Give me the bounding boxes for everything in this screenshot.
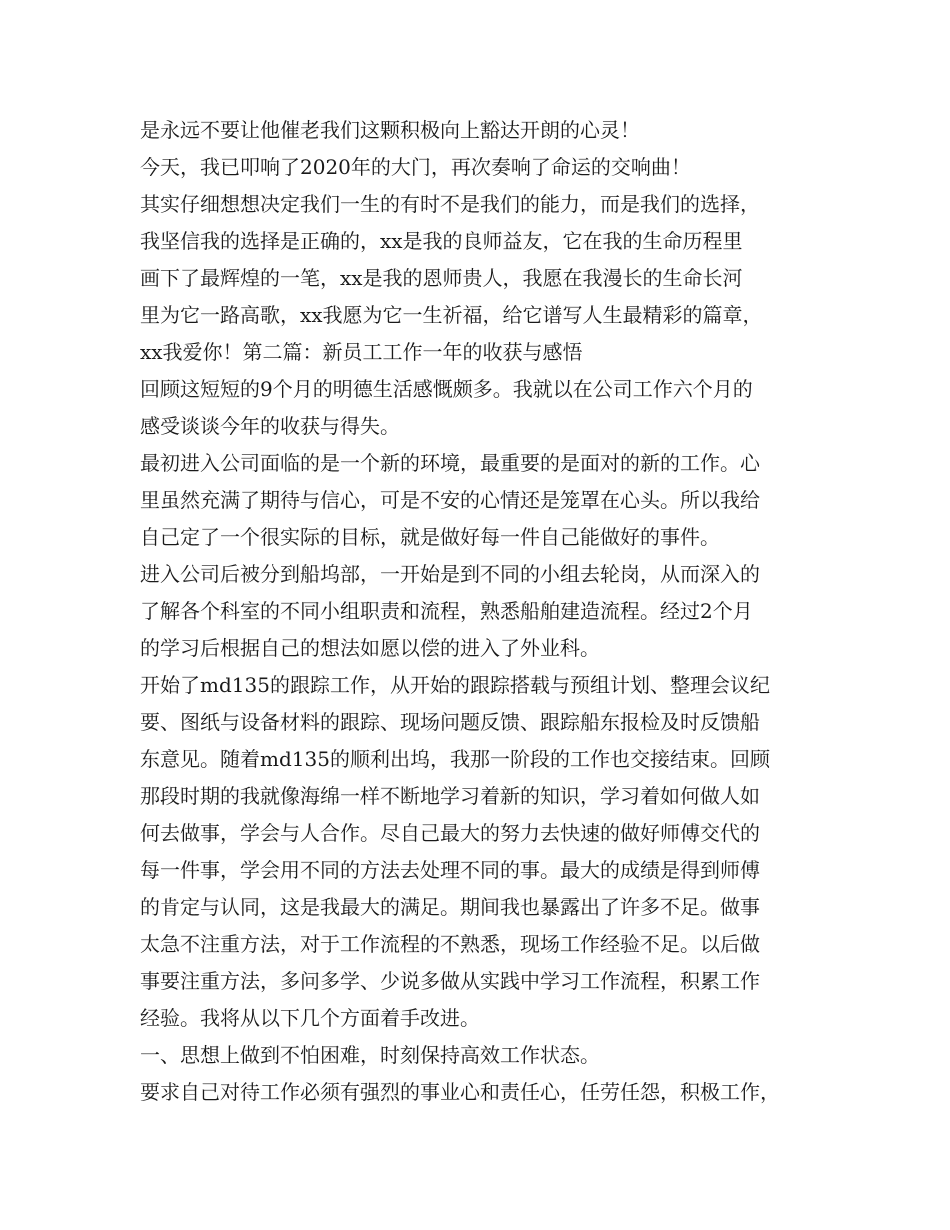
text-line: 要求自己对待工作必须有强烈的事业心和责任心，任劳任怨，积极工作， (140, 1080, 780, 1104)
text-line: 里为它一路高歌，xx我愿为它一生祈福，给它谱写人生最精彩的篇章， (140, 303, 763, 327)
text-line: 我坚信我的选择是正确的，xx是我的良师益友，它在我的生命历程里 (140, 229, 743, 253)
text-line: 要、图纸与设备材料的跟踪、现场问题反馈、跟踪船东报检及时反馈船 (140, 710, 760, 734)
text-line: 事要注重方法，多问多学、少说多做从实践中学习工作流程，积累工作 (140, 969, 760, 993)
text-line: 太急不注重方法，对于工作流程的不熟悉，现场工作经验不足。以后做 (140, 932, 760, 956)
text-line: 了解各个科室的不同小组职责和流程，熟悉船舶建造流程。经过2个月 (140, 599, 753, 623)
text-line: 进入公司后被分到船坞部，一开始是到不同的小组去轮岗，从而深入的 (140, 562, 760, 586)
text-line: 东意见。随着md135的顺利出坞，我那一阶段的工作也交接结束。回顾 (140, 747, 770, 771)
text-line: 何去做事，学会与人合作。尽自己最大的努力去快速的做好师傅交代的 (140, 821, 760, 845)
text-line: 最初进入公司面临的是一个新的环境，最重要的是面对的新的工作。心 (140, 451, 760, 475)
text-line: 自己定了一个很实际的目标，就是做好每一件自己能做好的事件。 (140, 525, 720, 549)
text-line: 回顾这短短的9个月的明德生活感慨颇多。我就以在公司工作六个月的 (140, 377, 753, 401)
text-line: 开始了md135的跟踪工作，从开始的跟踪搭载与预组计划、整理会议纪 (140, 673, 770, 697)
text-line: 那段时期的我就像海绵一样不断地学习着新的知识，学习着如何做人如 (140, 784, 760, 808)
text-line: 今天，我已叩响了2020年的大门，再次奏响了命运的交响曲！ (140, 155, 691, 179)
text-line: 其实仔细想想决定我们一生的有时不是我们的能力，而是我们的选择， (140, 192, 760, 216)
text-line: 每一件事，学会用不同的方法去处理不同的事。最大的成绩是得到师傅 (140, 858, 760, 882)
text-line: 里虽然充满了期待与信心，可是不安的心情还是笼罩在心头。所以我给 (140, 488, 760, 512)
text-line: 画下了最辉煌的一笔，xx是我的恩师贵人，我愿在我漫长的生命长河 (140, 266, 743, 290)
document-body (140, 112, 830, 1111)
text-line: 的肯定与认同，这是我最大的满足。期间我也暴露出了许多不足。做事 (140, 895, 760, 919)
text-line: 感受谈谈今年的收获与得失。 (140, 414, 400, 438)
text-line: xx我爱你！第二篇：新员工工作一年的收获与感悟 (140, 340, 583, 364)
text-line: 一、思想上做到不怕困难，时刻保持高效工作状态。 (140, 1043, 600, 1067)
text-line: 的学习后根据自己的想法如愿以偿的进入了外业科。 (140, 636, 600, 660)
text-line: 经验。我将从以下几个方面着手改进。 (140, 1006, 480, 1030)
text-line: 是永远不要让他催老我们这颗积极向上豁达开朗的心灵！ (140, 118, 640, 142)
